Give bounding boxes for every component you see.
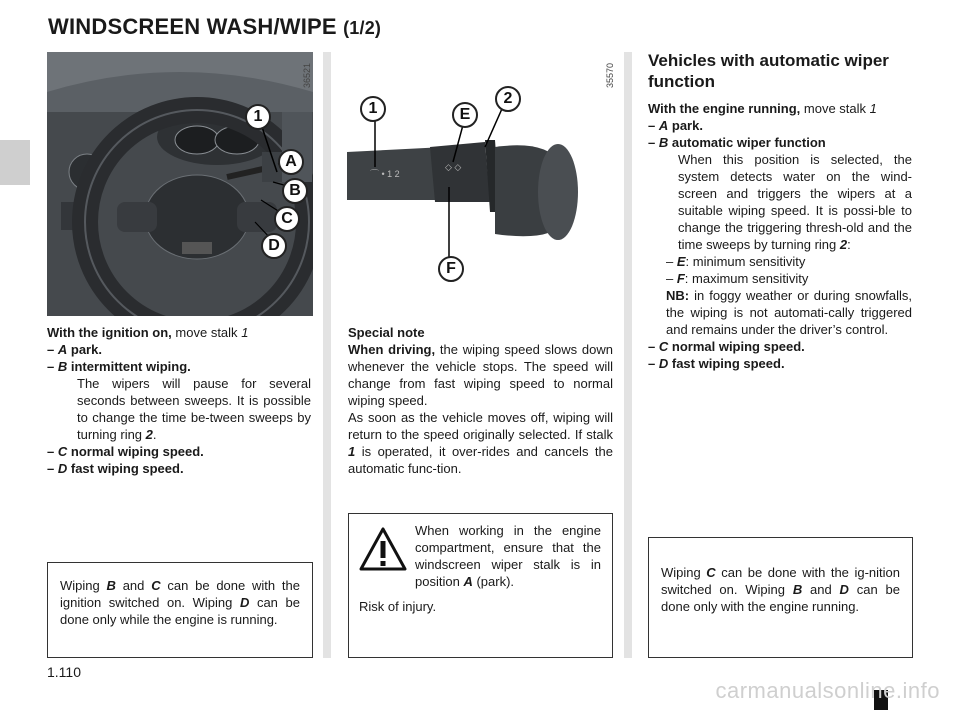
label-1: 1 xyxy=(245,104,271,130)
warning-text: When working in the engine compartment, ensure that the windscreen wiper stalk is in position A (park). xyxy=(415,523,601,589)
left-intro-stalk: 1 xyxy=(241,325,249,340)
left-intro xyxy=(47,324,311,341)
svg-text:◇ ◇: ◇ ◇ xyxy=(445,162,462,172)
wiper-stalk-figure xyxy=(345,52,615,284)
right-heading: Vehicles with automatic wiper function xyxy=(648,51,889,91)
nb-note: NB: in foggy weather or during snowfalls, the wiping is not automati-cally triggered and remains under the driver’s control. xyxy=(666,288,912,337)
right-note-box xyxy=(648,537,913,658)
figure-code-2: 35570 xyxy=(605,62,615,88)
right-item-b: – B automatic wiper function xyxy=(648,135,826,150)
watermark: carmanualsonline.info xyxy=(715,678,940,703)
svg-text:⌒ • 1 2: ⌒ • 1 2 xyxy=(370,169,400,179)
steering-wheel-illustration xyxy=(47,52,313,316)
label-2: 2 xyxy=(495,86,521,112)
special-note-title: Special note xyxy=(348,325,425,340)
left-item-c: – C normal wiping speed. xyxy=(47,444,204,459)
warning-box xyxy=(348,513,613,658)
label-1-stalk: 1 xyxy=(360,96,386,122)
left-intro-rest: move stalk xyxy=(175,325,238,340)
figure-code-1: 36521 xyxy=(302,62,312,88)
wiper-stalk-illustration xyxy=(345,52,615,284)
label-a: A xyxy=(278,149,304,175)
right-item-b-detail: When this position is selected, the system detects water on the wind-screen and triggers the wipers at a suitable wiping speed. It is possi-ble to change the triggering thresh-old and the time sweeps by turning ring 2: xyxy=(678,152,912,252)
column-divider-1 xyxy=(323,52,331,658)
steering-wheel-figure xyxy=(47,52,313,316)
left-item-b: – B intermittent wiping. xyxy=(47,359,191,374)
left-note-box xyxy=(47,562,313,658)
label-f: F xyxy=(438,256,464,282)
right-intro: With the engine running, move stalk 1 xyxy=(648,101,877,116)
special-note-moves: As soon as the vehicle moves off, wiping will return to the speed originally selected. If stalk 1 is operated, it over-rides and cancels the automatic func-tion. xyxy=(348,410,613,476)
section-tab xyxy=(0,140,30,185)
label-d: D xyxy=(261,233,287,259)
sensitivity-e: – E: minimum sensitivity xyxy=(666,254,806,269)
warning-risk: Risk of injury. xyxy=(359,599,437,614)
left-note-text: Wiping B and C can be done with the ignition switched on. Wiping D can be done only while the engine is running. xyxy=(60,578,300,627)
left-item-d: – D fast wiping speed. xyxy=(47,461,184,476)
left-column xyxy=(47,324,311,477)
right-item-c: – C normal wiping speed. xyxy=(648,339,805,354)
right-item-a: – A park. xyxy=(648,118,703,133)
title-text: WINDSCREEN WASH/WIPE xyxy=(48,14,337,39)
right-column xyxy=(648,50,912,372)
warning-triangle-icon xyxy=(359,526,407,572)
left-intro-bold: With the ignition on, xyxy=(47,325,172,340)
left-item-a: – A park. xyxy=(47,342,102,357)
right-item-d: – D fast wiping speed. xyxy=(648,356,785,371)
special-note-driving: When driving, the wiping speed slows down whenever the vehicle stops. The speed will change from fast wiping speed to normal wiping speed. xyxy=(348,342,613,408)
middle-column xyxy=(348,324,613,477)
right-note-text: Wiping C can be done with the ig-nition switched on. Wiping B and D can be done only with the engine running. xyxy=(661,565,900,614)
sensitivity-f: – F: maximum sensitivity xyxy=(666,271,809,286)
page-title xyxy=(48,14,381,40)
page-number: 1.110 xyxy=(47,664,81,680)
label-c: C xyxy=(274,206,300,232)
label-e: E xyxy=(452,102,478,128)
title-part: (1/2) xyxy=(343,18,382,38)
label-b: B xyxy=(282,178,308,204)
column-divider-2 xyxy=(624,52,632,658)
left-item-b-detail: The wipers will pause for several seconds between sweeps. It is possible to change the time be-tween sweeps by turning ring 2. xyxy=(77,376,311,442)
